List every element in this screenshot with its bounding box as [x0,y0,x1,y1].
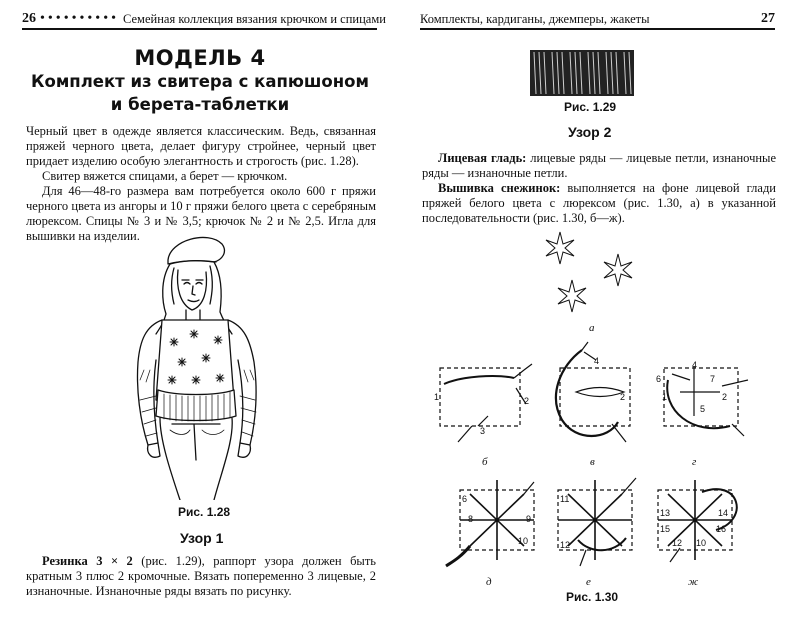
step-number: 8 [468,514,474,524]
sweater-model-illustration [110,230,300,500]
step-number: 6 [656,374,662,384]
embroidery-label: Вышивка снежинок: [438,181,561,195]
stockinette-label: Лицевая гладь: [438,151,527,165]
step-number: 16 [716,524,727,534]
figure-1-28-caption: Рис. 1.28 [178,505,231,519]
step-number: 2 [722,392,728,402]
model-subtitle-line-2: и берета-таблетки [110,95,290,114]
intro-paragraph-3: Для 46—48-го размера вам потребуется около 600 г пряжи черного цвета из ангоры и 10 г пряжи белого цвета с серебряным люрексом. Спицы № 3 и № 3,5; крючок № 2 и № 2,5. Игла для вышивки на изделии. [26,184,376,243]
step-number: 1 [662,392,668,402]
embroidery-steps-row-1 [432,340,772,460]
step-number: 1 [434,392,440,402]
pattern-1-heading: Узор 1 [180,530,224,546]
pattern-2-text [422,151,776,226]
figure-1-29-caption: Рис. 1.29 [564,100,617,114]
left-running-header [22,10,386,28]
header-dots: •••••••••• [40,11,120,26]
label-d: д [486,576,492,588]
step-number: 12 [560,540,571,550]
right-header-rule [420,28,775,30]
label-v: в [590,456,595,468]
step-number: 5 [700,404,706,414]
intro-text [26,124,376,244]
intro-paragraph-2: Свитер вяжется спицами, а берет — крючком. [42,169,288,183]
step-number: 7 [710,374,716,384]
right-page-number: 27 [761,11,775,26]
left-header-rule [22,28,377,30]
label-zh: ж [688,576,699,588]
embroidery-description: выполняется на фоне лицевой глади пряжей белого цвета с люрексом (рис. 1.30, а) в указанной последовательности (рис. 1.30, б—ж). [422,181,776,225]
step-diagram-e [558,478,636,566]
right-running-header [420,10,775,28]
step-diagram-zh [658,480,737,562]
step-number: 3 [480,426,486,436]
label-e: е [586,576,591,588]
pattern-2-heading: Узор 2 [568,124,612,140]
pattern-1-description: (рис. 1.29), раппорт узора должен быть кратным 3 плюс 2 кромочные. Вязать попеременно 3 лицевые, 2 изнаночные. Изнаночные ряды вязать по рисунку. [26,554,376,598]
model-title: МОДЕЛЬ 4 [134,46,266,70]
step-number: 4 [594,356,600,366]
right-running-head: Комплекты, кардиганы, джемперы, жакеты [420,11,650,26]
label-b: б [482,456,488,468]
step-number: 11 [560,494,570,504]
embroidery-steps-row-2 [440,470,770,570]
pattern-1-name: Резинка 3 × 2 [42,554,133,568]
step-diagram-g [664,366,748,436]
step-diagram-d [446,480,534,566]
left-page-number: 26 [22,11,36,26]
step-number: 10 [518,536,529,546]
snowflake-icon [604,254,632,286]
step-number: 4 [692,360,698,370]
right-page [400,0,800,621]
step-diagram-b [440,364,532,442]
snowflake-icon [558,280,586,312]
step-number: 2 [620,392,626,402]
intro-paragraph-1: Черный цвет в одежде является классическим. Ведь, связанная пряжей черного цвета, делает фигуру стройнее, черный цвет придает изделию особую элегантность и строгость (рис. 1.28). [26,124,376,168]
pattern-1-text [26,554,376,599]
label-g: г [692,456,697,468]
step-number: 12 [672,538,683,548]
step-number: 9 [526,514,532,524]
step-number: 13 [660,508,671,518]
step-number: 10 [696,538,707,548]
snowflake-motifs [540,230,650,320]
step-diagram-v [556,342,630,442]
step-number: 14 [718,508,729,518]
step-number: 2 [524,396,530,406]
snowflake-icon [546,232,574,264]
model-subtitle-line-1: Комплект из свитера с капюшоном [31,72,369,91]
rib-knit-swatch [530,50,634,96]
figure-1-30-caption: Рис. 1.30 [566,590,619,604]
label-a: а [589,322,595,334]
step-number: 15 [660,524,671,534]
step-number: 6 [462,494,468,504]
left-running-head: Семейная коллекция вязания крючком и спицами [123,11,386,26]
stockinette-description: лицевые ряды — лицевые петли, изнаночные ряды — изнаночные петли. [422,151,776,180]
model-subtitle [0,70,400,116]
